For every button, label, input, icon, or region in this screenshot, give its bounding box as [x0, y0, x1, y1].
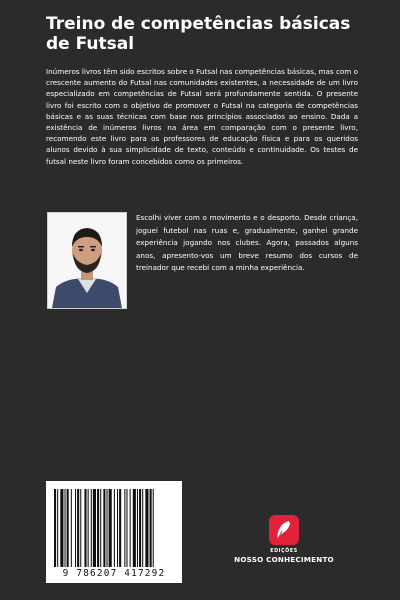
publisher-label-top: EDIÇÕES	[270, 549, 298, 554]
author-photo	[47, 212, 127, 309]
quill-feather-icon	[269, 515, 299, 545]
book-title: Treino de competências básicas de Futsal	[46, 14, 351, 54]
isbn-barcode	[46, 481, 182, 583]
isbn-digits: 9 786207 417292	[62, 568, 166, 579]
book-description: Inúmeros livros têm sido escritos sobre o Futsal nas competências básicas, mas com o crescente aumento do Futsal nas comunidades existentes, a necessidade de um livro especializado em competências de Futsal será profundamente sentida. O presente livro foi escrito com o objetivo de promover o Futsal na categoria de competências básicas e as suas técnicas com base nos princípios associados ao ensino. Dada a existência de inúmeros livros na área em comparação com o presente livro, recomendo este livro para os professores de educação física e para os queridos alunos devido à sua simplicidade de texto, conteúdo e continuidade. Os testes de futsal neste livro foram concebidos como os primeiros.	[46, 67, 358, 166]
author-portrait-icon	[48, 213, 126, 308]
publisher-name: NOSSO CONHECIMENTO	[234, 555, 334, 564]
publisher-block	[232, 515, 336, 565]
author-bio: Escolhi viver com o movimento e o desporto. Desde criança, joguei futebol nas ruas e, gradualmente, ganhei grande experiência jogando nos clubes. Agora, passados alguns anos, apresento-vos um breve resumo dos cursos de treinador que recebi com a minha experiência.	[136, 213, 358, 273]
